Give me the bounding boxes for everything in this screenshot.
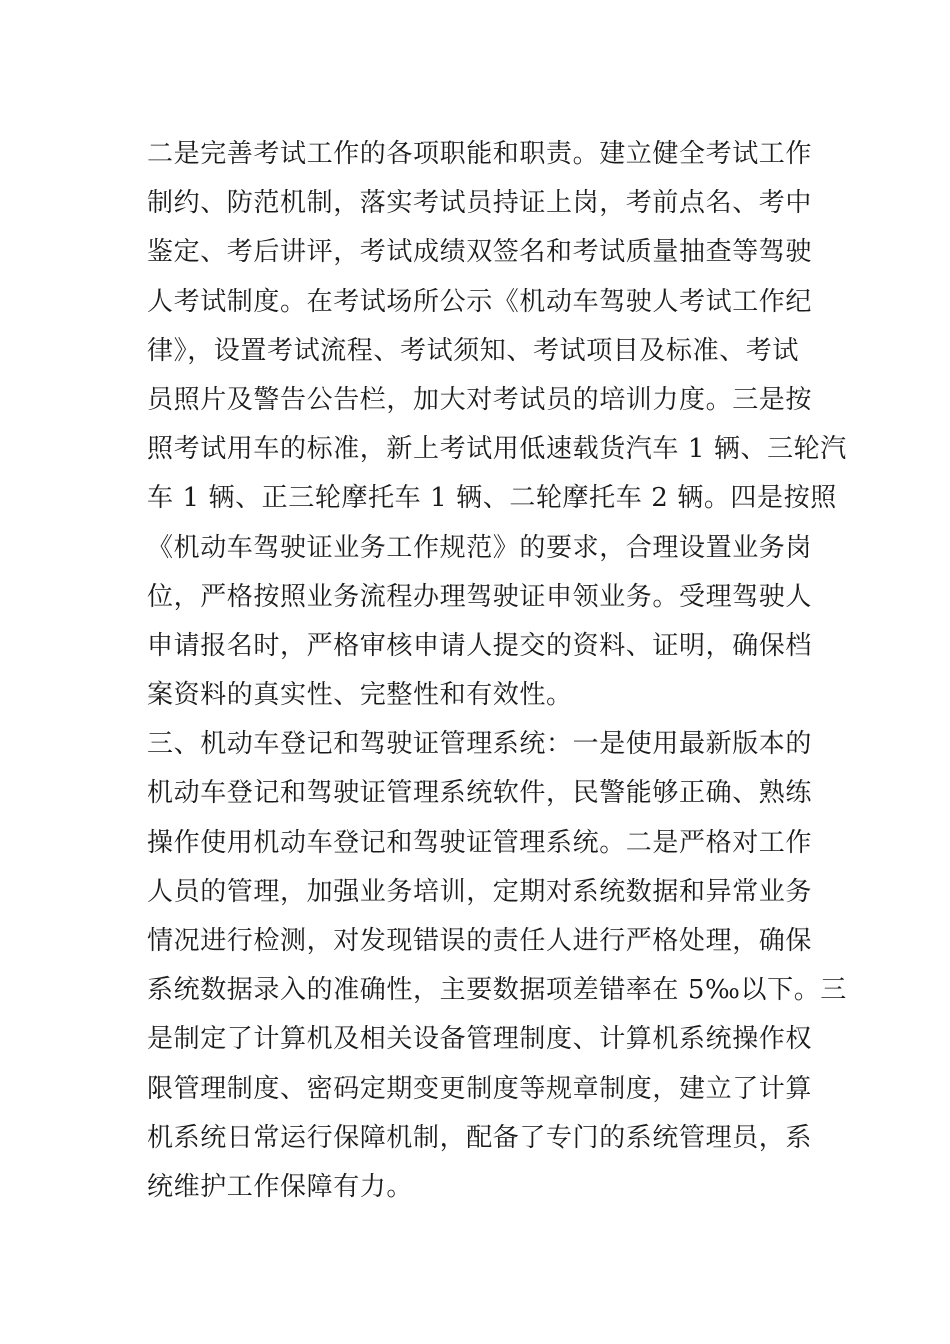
text-line: 操作使用机动车登记和驾驶证管理系统。二是严格对工作 — [147, 827, 813, 858]
text-line: 案资料的真实性、完整性和有效性。 — [147, 680, 573, 711]
text-line: 统维护工作保障有力。 — [147, 1171, 414, 1202]
text-line: 照考试用车的标准，新上考试用低速载货汽车 1 辆、三轮汽 — [147, 434, 847, 465]
text-line: 情况进行检测，对发现错误的责任人进行严格处理，确保 — [147, 926, 813, 956]
text-line: 人员的管理，加强业务培训，定期对系统数据和异常业务 — [147, 876, 813, 907]
text-line: 律》，设置考试流程、考试须知、考试项目及标准、考试 — [147, 335, 800, 366]
text-line: 机动车登记和驾驶证管理系统软件，民警能够正确、熟练 — [147, 778, 813, 809]
text-line: 车 1 辆、正三轮摩托车 1 辆、二轮摩托车 2 辆。四是按照 — [147, 483, 837, 514]
text-line: 员照片及警告公告栏，加大对考试员的培训力度。三是按 — [147, 384, 813, 415]
text-line: 是制定了计算机及相关设备管理制度、计算机系统操作权 — [147, 1024, 813, 1055]
text-line: 制约、防范机制，落实考试员持证上岗，考前点名、考中 — [147, 188, 813, 219]
text-line: 三、机动车登记和驾驶证管理系统：一是使用最新版本的 — [147, 729, 813, 760]
text-line: 位，严格按照业务流程办理驾驶证申领业务。受理驾驶人 — [147, 581, 813, 612]
text-line: 限管理制度、密码定期变更制度等规章制度，建立了计算 — [147, 1073, 813, 1104]
text-line: 系统数据录入的准确性，主要数据项差错率在 5‰以下。三 — [147, 975, 847, 1006]
text-line: 申请报名时，严格审核申请人提交的资料、证明，确保档 — [147, 630, 813, 661]
body-text — [147, 130, 847, 1212]
text-line: 《机动车驾驶证业务工作规范》的要求，合理设置业务岗 — [147, 532, 813, 563]
text-line: 机系统日常运行保障机制，配备了专门的系统管理员，系 — [147, 1122, 813, 1153]
text-line: 二是完善考试工作的各项职能和职责。建立健全考试工作 — [147, 139, 813, 169]
text-line: 人考试制度。在考试场所公示《机动车驾驶人考试工作纪 — [147, 286, 813, 317]
text-line: 鉴定、考后讲评，考试成绩双签名和考试质量抽查等驾驶 — [147, 237, 813, 268]
